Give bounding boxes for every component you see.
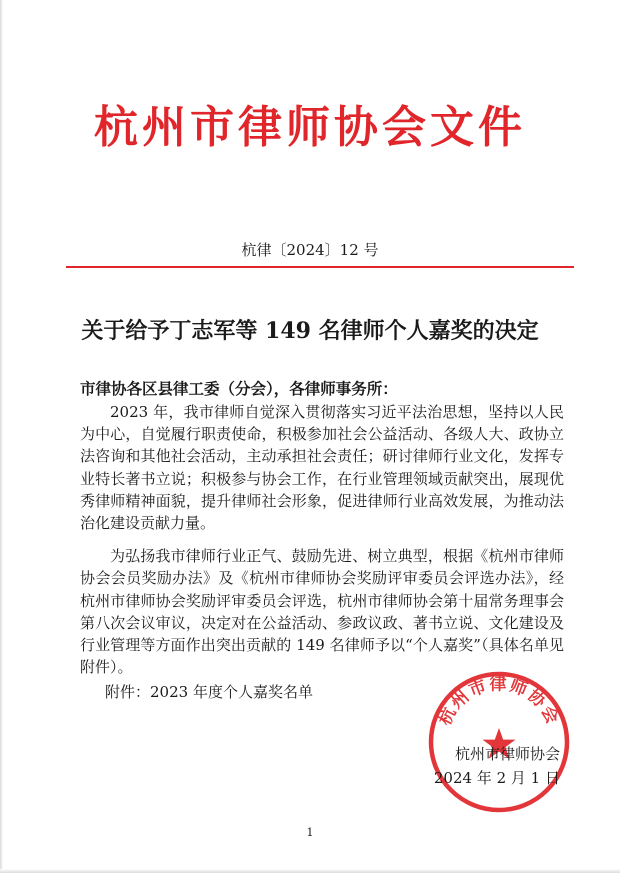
decision-title: 关于给予丁志军等 149 名律师个人嘉奖的决定 — [81, 318, 539, 344]
salutation: 市律协各区县律工委（分会），各律师事务所： — [80, 380, 398, 398]
document-header-title: 杭州市律师协会文件 — [94, 102, 526, 153]
signature-block — [400, 742, 560, 790]
attachment-note: 附件：2023 年度个人嘉奖名单 — [105, 683, 313, 701]
header-divider — [66, 266, 574, 268]
document-number: 杭律〔2024〕12 号 — [241, 241, 379, 259]
scan-edge — [0, 869, 620, 873]
issuer-name: 杭州市律师协会 — [454, 745, 560, 763]
document-body — [80, 401, 564, 678]
body-paragraph: 为弘扬我市律师行业正气、鼓励先进、树立典型，根据《杭州市律师协会会员奖励办法》及《杭州市律师协会奖励评审委员会评选办法》，经杭州市律师协会奖励评审委员会评选，杭州市律师协会第十届常务理事会第八次会议审议，决定对在公益活动、参政议政、著书立说、文化建设及行业管理等方面作出突出贡献的 149 名律师予以“个人嘉奖”（具体名单见附件）。 — [80, 547, 564, 677]
issue-date: 2024 年 2 月 1 日 — [433, 769, 560, 787]
body-paragraph: 2023 年，我市律师自觉深入贯彻落实习近平法治思想，坚持以人民为中心，自觉履行职责使命，积极参加社会公益活动、各级人大、政协立法咨询和其他社会活动，主动承担社会责任；研讨律师行业文化，发挥专业特长著书立说；积极参与协会工作，在行业管理领域贡献突出，展现优秀律师精神面貌，提升律师社会形象，促进律师行业高效发展，为推动法治化建设贡献力量。 — [80, 403, 564, 533]
seal-text-path: 杭州市律师协会 — [434, 674, 564, 729]
page-number: 1 — [306, 826, 314, 839]
seal-text — [434, 674, 564, 729]
